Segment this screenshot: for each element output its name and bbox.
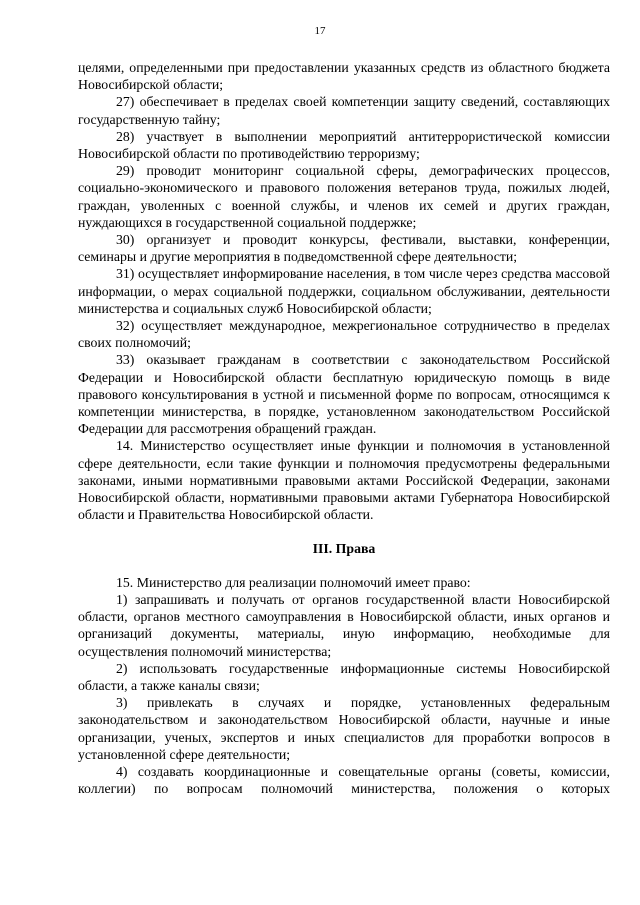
paragraph: целями, определенными при предоставлении указанных средств из областного бюджета Новосибирской области; <box>78 60 610 93</box>
page-number: 17 <box>314 25 326 37</box>
section-heading: III. Права <box>312 541 376 557</box>
paragraphs-bottom <box>78 574 610 798</box>
paragraph: 29) проводит мониторинг социальной сферы, демографических процессов, социально-экономического и правового положения ветеранов труда, пожилых людей, граждан, уволенных с военной службы, и членов их семей и других граждан, нуждающихся в государственной социальной поддержке; <box>78 163 610 230</box>
paragraph: 30) организует и проводит конкурсы, фестивали, выставки, конференции, семинары и другие мероприятия в подведомственной сфере деятельности; <box>78 232 610 265</box>
paragraph: 3) привлекать в случаях и порядке, установленных федеральным законодательством и законодательством Новосибирской области, научные и иные организации, ученых, экспертов и иных специалистов для проработки вопросов в установленной сфере деятельности; <box>78 695 610 762</box>
paragraph: 33) оказывает гражданам в соответствии с законодательством Российской Федерации и Новосибирской области бесплатную юридическую помощь в виде правового консультирования в устной и письменной форме по вопросам, относящимся к компетенции министерства, в порядке, установленном законодательством Российской Федерации для рассмотрения обращений граждан. <box>78 352 610 437</box>
paragraph: 31) осуществляет информирование населения, в том числе через средства массовой информации, о мерах социальной поддержки, социальном обслуживании, деятельности министерства и социальных служб Новосибирской области; <box>78 266 610 316</box>
paragraph: 27) обеспечивает в пределах своей компетенции защиту сведений, составляющих государственную тайну; <box>78 94 610 127</box>
paragraph: 2) использовать государственные информационные системы Новосибирской области, а также каналы связи; <box>78 660 610 693</box>
document-body <box>78 59 610 797</box>
paragraph: 14. Министерство осуществляет иные функции и полномочия в установленной сфере деятельности, если такие функции и полномочия предусмотрены федеральными законами, иными нормативными правовыми актами Российской Федерации, законами Новосибирской области, нормативными правовыми актами Губернатора Новосибирской области и Правительства Новосибирской области. <box>78 438 610 523</box>
paragraph: 15. Министерство для реализации полномочий имеет право: <box>116 574 471 590</box>
paragraph: 1) запрашивать и получать от органов государственной власти Новосибирской области, органов местного самоуправления в Новосибирской области, иных органов и организаций документы, материалы, иную информацию, необходимые для осуществления полномочий министерства; <box>78 591 610 659</box>
paragraph: 4) создавать координационные и совещательные органы (советы, комиссии, коллегии) по вопросам полномочий министерства, положения о которых <box>78 763 610 797</box>
paragraph: 32) осуществляет международное, межрегиональное сотрудничество в пределах своих полномочий; <box>78 318 610 351</box>
paragraphs-top <box>78 59 610 523</box>
paragraph: 28) участвует в выполнении мероприятий антитеррористической комиссии Новосибирской области по противодействию терроризму; <box>78 128 610 162</box>
